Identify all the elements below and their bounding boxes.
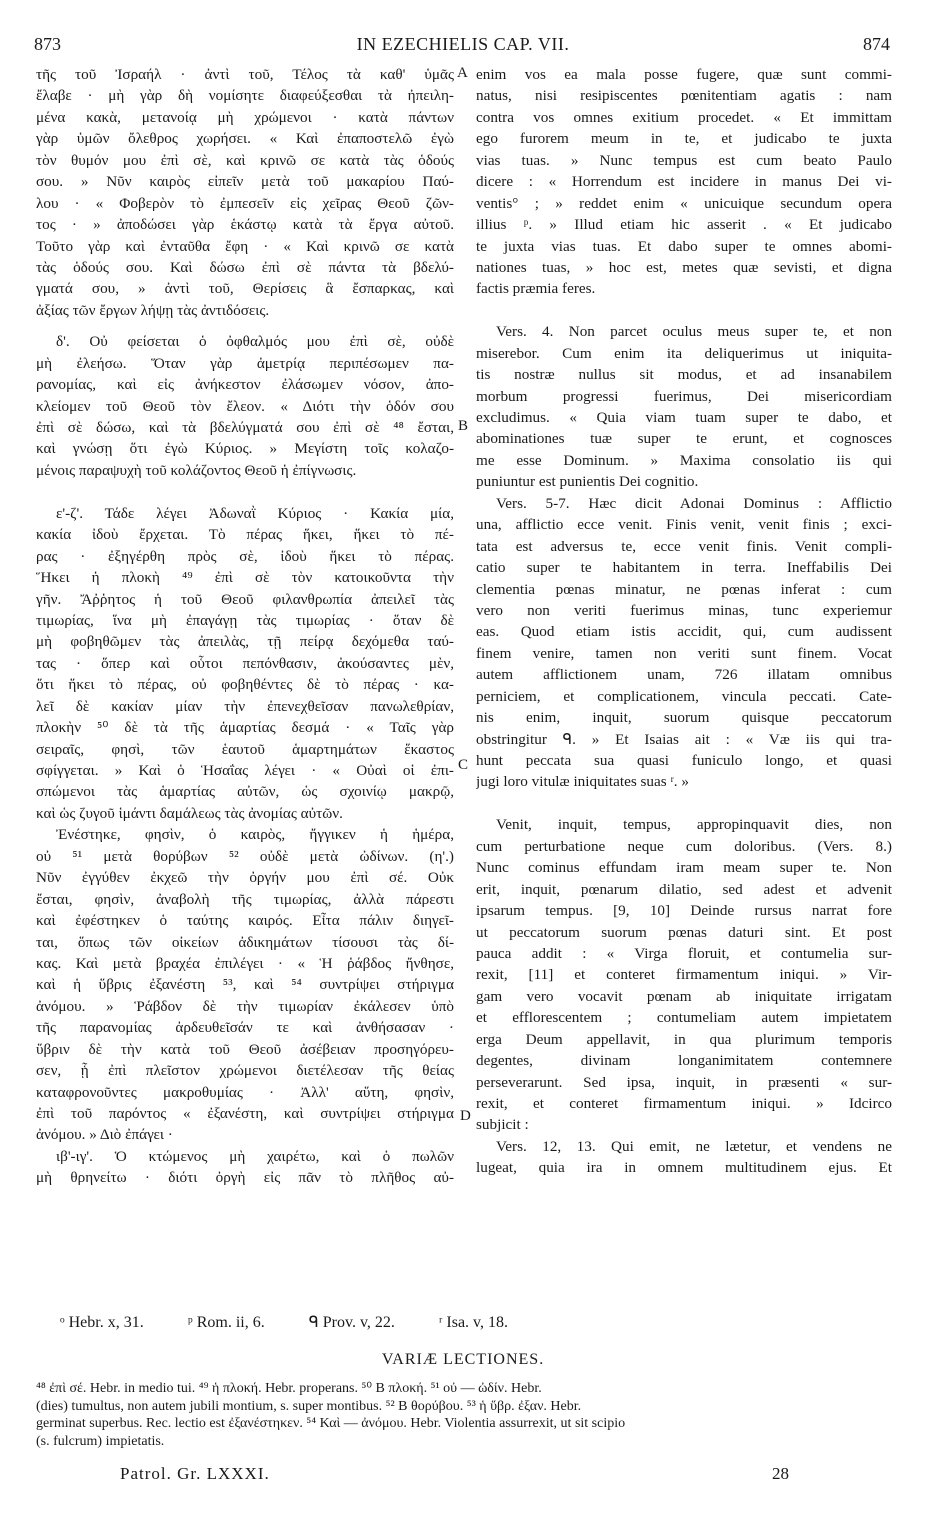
text-line: natus, nisi resipiscentes pœnitentiam agatis : nam <box>476 87 892 105</box>
text-line: τῆς τοῦ Ἰσραήλ · ἀντὶ τοῦ, Τέλος τὰ καθ' ὑμᾶς <box>36 66 454 83</box>
text-line: perniciem, et complicationem, vincula peccati. Cate- <box>476 687 892 705</box>
text-line: κακία ἰδοὺ ἔρχεται. Τὸ πέρας ἥκει, ἥκει τὸ πέ- <box>36 526 454 544</box>
page-footer <box>0 1464 926 1488</box>
footnote: ᑫ Prov. v, 22. <box>308 1314 395 1331</box>
text-line: καὶ ἡ ὕβρις ἐξανέστη ⁵³, καὶ ⁵⁴ συντρίψει στήριγμα <box>36 976 454 994</box>
text-line: ται, ὅπως τῶν οἰκείων ἀδικημάτων τίσουσι τὰς δί- <box>36 933 454 951</box>
text-line: δ'. Οὐ φείσεται ὁ ὀφθαλμός μου ἐπὶ σὲ, οὐδὲ <box>56 333 454 351</box>
text-line: τῆς παρανομίας ἀρδευθεῖσάν τε καὶ ἀνθήσασαν · <box>36 1019 454 1037</box>
text-line: ἐπὶ τοῦ παρόντος « ἐξανέστη, καὶ συντρίψει στήριγμα <box>36 1105 454 1122</box>
text-line: abominationes tuæ super te erunt, et cognosces <box>476 430 892 448</box>
text-line: πλοκὴν ⁵⁰ δὲ τὰ τῆς ἁμαρτίας δεσμά · « Ταῖς γὰρ <box>36 719 454 737</box>
text-line: illius ᵖ. » Illud etiam hic asserit . « Et judicabo <box>476 216 892 234</box>
text-line: ἔλαβε · μὴ γὰρ δὴ νομίσητε διαφεύξεσθαι τὰ ἠπειλη- <box>36 87 454 105</box>
text-line: σφίγγεται. » Καὶ ὁ Ἡσαΐας λέγει · « Οὐαὶ οἱ ἐπι- <box>36 762 454 779</box>
text-line: μένοις παραψυχὴ τοῦ κολάζοντος Θεοῦ ἡ ἐπίγνωσις. <box>36 461 357 479</box>
text-line: Νῦν ἐγγύθεν ἐκχεῶ τὴν ὀργήν μου ἐπὶ σέ. Οὐκ <box>36 869 454 887</box>
text-line: Nunc cominus effundam iram meam super te. Non <box>476 859 892 877</box>
text-line: catio super te habitantem in terra. Ineffabilis Dei <box>476 559 892 577</box>
signature-number: 28 <box>772 1464 789 1483</box>
text-line: σου. » Νῦν καιρὸς εἰπεῖν μετὰ τοῦ μακαρίου Παύ- <box>36 173 454 191</box>
text-line: μένα κακὰ, μετανοίᾳ μὴ χρώμενοι · κατὰ πάντων <box>36 108 454 126</box>
paragraph-gap <box>476 793 892 814</box>
text-line: morbum progressi fuerimus, Dei misericordiam <box>476 387 892 405</box>
text-line: γῆν. Ἄῤῥητος ἡ τοῦ Θεοῦ φιλανθρωπία ἀπειλεῖ τὰς <box>36 590 454 608</box>
text-line: puniuntur est punientis Dei cognitio. <box>476 473 699 491</box>
text-line: una, afflictio ecce venit. Finis venit, venit finis ; exci- <box>476 516 892 534</box>
series-volume: Patrol. Gr. LXXXI. <box>120 1464 270 1483</box>
text-line: dicere : « Horrendum est incidere in manus Dei vi- <box>476 173 892 191</box>
variae-line: germinat superbus. Rec. lectio est ἐξανέστηκεν. ⁵⁴ Καὶ — ἀνόμου. Hebr. Violentia assurrexit, ut sit scipio <box>36 1416 626 1431</box>
text-line: ιβ'-ιγ'. Ὁ κτώμενος μὴ χαιρέτω, καὶ ὁ πωλῶν <box>56 1147 454 1165</box>
text-line: degentes, divinam longanimitatem contemnere <box>476 1052 892 1070</box>
text-line: μὴ φοβηθῶμεν τὰς ἀπειλὰς, τῇ πείρᾳ δεχόμεθα ταύ- <box>36 633 454 651</box>
latin-column <box>476 64 892 1179</box>
text-line: τὰς ὁδούς σου. Καὶ δώσω ἐπὶ σὲ πάντα τὰ βδελύ- <box>36 258 454 276</box>
text-line: ἀνόμου. » Ῥάβδον δὲ τὴν τιμωρίαν ἐκάλεσεν ὑπὸ <box>36 997 454 1015</box>
text-line: ventis° ; » reddet enim « unicuique secundum opera <box>476 194 892 212</box>
variae-lectiones <box>36 1380 892 1450</box>
text-line: καὶ ἐφέστηκεν ὁ ταύτης καιρός. Εἶτα πάλιν διηγεῖ- <box>36 912 454 930</box>
footnote: ʳ Isa. v, 18. <box>438 1314 508 1331</box>
text-line: Ἐνέστηκε, φησὶν, ὁ καιρὸς, ἤγγικεν ἡ ἡμέρα, <box>56 826 454 844</box>
text-line: Vers. 5-7. Hæc dicit Adonai Dominus : Afflictio <box>496 494 892 512</box>
text-line: ut peccatorum suorum pœnas daturi sint. Et post <box>476 923 892 941</box>
page-header <box>0 34 926 60</box>
text-line: ἔσται, φησὶν, ἀναβολὴ τῆς τιμωρίας, ἀλλὰ πάρεστι <box>36 890 454 908</box>
text-line: et efflorescentem ; contumeliam autem impietatem <box>476 1009 892 1027</box>
text-line: ὕβριν δὲ τὴν κατὰ τοῦ Θεοῦ ἀσέβειαν προσηγόρευ- <box>36 1040 454 1058</box>
paragraph-gap <box>36 481 454 502</box>
text-line: excludimus. « Quia viam tuam super te dabo, et <box>476 409 892 426</box>
greek-column <box>36 64 454 1189</box>
text-line: pauca addit : « Virga floruit, et contumelia sur- <box>476 944 892 962</box>
text-line: vero non veriti fuerimus minas, tunc experiemur <box>476 601 892 619</box>
text-line: erga Deum appellavit, in qua plurimum temporis <box>476 1030 892 1048</box>
variae-line: (s. fulcrum) impietatis. <box>36 1433 165 1449</box>
text-line: σειραῖς, φησὶ, τῶν ἑαυτοῦ ἁμαρτημάτων ἕκαστος <box>36 740 454 758</box>
text-line: γματά σου, » ἀντὶ τοῦ, Θερίσεις ἃ ἔσπαρκας, καὶ <box>36 280 454 298</box>
text-line: eas. Quod etiam istis accidit, qui, cum audissent <box>476 623 892 641</box>
text-line: τιμωρίας, ἵνα μὴ ἐπαγάγῃ τὰς τιμωρίας · ὅταν δὲ <box>36 611 454 629</box>
variae-line: ⁴⁸ ἐπὶ σέ. Hebr. in medio tui. ⁴⁹ ἡ πλοκή. Hebr. properans. ⁵⁰ B πλοκή. ⁵¹ οὐ — ὠδίν. Hebr. <box>36 1381 542 1396</box>
paragraph-gap <box>36 321 454 331</box>
text-line: καὶ γνώσῃ ὅτι ἐγὼ Κύριος. » Μεγίστη τοῖς κολαζο- <box>36 440 454 458</box>
text-line: τας · ὅπερ καὶ οὗτοι πεπόνθασιν, ἀκούσαντες μὲν, <box>36 654 454 672</box>
text-line: obstringitur ᑫ. » Et Isaias ait : « Væ iis qui tra- <box>476 730 892 748</box>
margin-letter-c: C <box>458 757 469 773</box>
text-line: rexit, [11] et conteret firmamentum iniqui. » Vir- <box>476 966 892 984</box>
footnotes <box>60 1312 880 1332</box>
text-line: autem afflictionem unam, 726 illatam omnibus <box>476 666 892 684</box>
text-line: ἀνόμου. » Διὸ ἐπάγει · <box>36 1126 173 1144</box>
text-line: tata est adversus te, ecce venit finis. Venit compli- <box>476 537 892 555</box>
text-line: μὴ ἐλεήσω. Ὅταν γὰρ ἀμετρίᾳ περιπέσωμεν πα- <box>36 354 454 372</box>
text-line: Vers. 4. Non parcet oculus meus super te, et non <box>496 323 892 341</box>
text-line: vias tuas. » Nunc tempus est cum beato Paulo <box>476 151 892 169</box>
text-line: ὅτι ἥκει τὸ πέρας, οὐ φοβηθέντες δὲ τὸ πέρας · κα- <box>36 676 454 694</box>
text-line: μὴ θρηνείτω · διότι ὀργὴ εἰς πᾶν τὸ πλῆθος αὐ- <box>36 1169 454 1187</box>
margin-letter-d: D <box>460 1108 471 1124</box>
text-line: rexit, et conteret firmamentum iniqui. » Idcirco <box>476 1095 892 1112</box>
margin-letter-a: A <box>457 65 468 81</box>
text-line: me esse Dominum. » Maxima consolatio iis qui <box>476 451 892 469</box>
paragraph-gap <box>476 300 892 321</box>
text-line: tis nostræ nullus sit modus, et ad insanabilem <box>476 366 892 384</box>
text-line: κλείομεν τοῦ Θεοῦ τὸν ἔλεον. « Διότι τὴν ὁδόν σου <box>36 397 454 415</box>
running-title: IN EZECHIELIS CAP. VII. <box>356 34 570 54</box>
text-line: τὸν θυμόν μου ἐπὶ σὲ, καὶ κρινῶ σε κατὰ τὰς ὁδούς <box>36 151 454 169</box>
text-line: Vers. 12, 13. Qui emit, ne lætetur, et vendens ne <box>496 1137 892 1155</box>
text-line: ipsarum tempus. [9, 10] Deinde rursus narrat fore <box>476 902 892 920</box>
text-line: subjicit : <box>476 1116 529 1134</box>
text-line: cum perturbatione neque cum doloribus. (Vers. 8.) <box>476 837 892 855</box>
text-line: nis enim, inquit, suorum quisque peccatorum <box>476 709 892 727</box>
text-line: nationes tuas, » hoc est, metes quæ sevisti, et digna <box>476 258 892 276</box>
text-line: gam vero vocavit pœnam ab iniquitate irrigatam <box>476 987 892 1005</box>
text-line: te juxta vias tuas. Et dabo super te omnes abomi- <box>476 237 892 255</box>
footnote: ᵖ Rom. ii, 6. <box>187 1314 265 1331</box>
text-line: hunt peccata sua quasi funiculo longo, et quasi <box>476 752 892 769</box>
margin-letter-b: B <box>458 418 469 434</box>
text-line: καταφρονοῦντες μακροθυμίας · Ἀλλ' αὕτη, φησὶν, <box>36 1083 454 1101</box>
text-line: ἀξίας τῶν ἔργων λήψῃ τὰς ἀντιδόσεις. <box>36 301 270 319</box>
text-line: ε'-ζ'. Τάδε λέγει Ἀδωναῒ Κύριος · Κακία μία, <box>56 504 454 522</box>
text-line: contra vos omnes exitium procedet. « Et immittam <box>476 108 892 126</box>
page-number-right: 874 <box>863 34 890 54</box>
text-line: λου · « Φοβερὸν τὸ ἐμπεσεῖν εἰς χεῖρας Θεοῦ ζῶν- <box>36 194 454 212</box>
text-line: οὐ ⁵¹ μετὰ θορύβων ⁵² οὐδὲ μετὰ ὠδίνων. (η'.) <box>36 847 454 865</box>
text-line: lugeat, quia ira in omnem multitudinem ejus. Et <box>476 1159 892 1177</box>
text-line: ἐπὶ σὲ δώσω, καὶ τὰ βδελύγματά σου ἐπὶ σὲ ⁴⁸ ἔσται, <box>36 419 454 436</box>
text-line: καὶ ὡς ζυγοῦ ἱμάντι δαμάλεως τὰς ἀνομίας αὐτῶν. <box>36 804 343 822</box>
text-line: factis præmia feres. <box>476 280 596 298</box>
text-line: κας. Καὶ μετὰ βραχέα ἐπιλέγει · « Ἡ ῥάβδος ἤνθησε, <box>36 954 454 972</box>
text-line: Τοῦτο γὰρ καὶ ἐνταῦθα ἔφη · « Καὶ κρινῶ σε κατὰ <box>36 237 454 255</box>
text-line: clementia pœnas minatur, ne pœnas inferat : cum <box>476 580 892 598</box>
text-line: enim vos ea mala posse fugere, quæ sunt commi- <box>476 66 892 83</box>
text-line: finem venire, tamen non veriti sunt finem. Vocat <box>476 644 892 662</box>
text-line: ego furorem meum in te, et judicabo te juxta <box>476 130 892 148</box>
text-line: perseverarunt. Sed ipsa, inquit, in præsenti « sur- <box>476 1073 892 1091</box>
text-line: λεῖ δὲ κακίαν μίαν τὴν ἐπενεχθεῖσαν πανωλεθρίαν, <box>36 697 454 715</box>
footnote: ᵒ Hebr. x, 31. <box>60 1314 144 1331</box>
variae-lectiones-title: VARIÆ LECTIONES. <box>381 1351 545 1368</box>
text-line: Venit, inquit, tempus, appropinquavit dies, non <box>496 816 892 834</box>
text-line: τος · » ἀποδώσει γὰρ ἑκάστῳ κατὰ τὰ ἔργα αὐτοῦ. <box>36 216 454 234</box>
text-line: miserebor. Cum enim ita deliquerimus ut iniquita- <box>476 344 892 362</box>
text-line: jugi loro vitulæ iniquitates suas ʳ. » <box>476 773 689 791</box>
text-line: σπώμενοι τὰς ἁμαρτίας αὐτῶν, ὡς σχοινίῳ μακρῷ, <box>36 783 454 801</box>
text-line: ρας · ἐξηγέρθη πρὸς σὲ, ἰδοὺ ἥκει τὸ πέρας. <box>36 547 454 565</box>
page-number-left: 873 <box>34 34 61 54</box>
text-line: ρανομίας, καὶ εἰς ἀνήκεστον ἐλάσωμεν νόσον, ἀπο- <box>36 376 454 394</box>
text-line: σεν, ᾗ ἐπὶ πλεῖστον χρώμενοι διετέλεσαν τῆς θείας <box>36 1062 454 1080</box>
text-line: erit, inquit, pœnarum dilatio, sed adest et advenit <box>476 880 892 898</box>
text-line: Ἥκει ἡ πλοκὴ ⁴⁹ ἐπὶ σὲ τὸν κατοικοῦντα τὴν <box>36 569 454 587</box>
variae-line: (dies) tumultus, non autem jubili montium, s. super montibus. ⁵² B θορύβου. ⁵³ ἡ ὕβρ. ἐξαν. Hebr. <box>36 1398 582 1414</box>
text-line: γὰρ ὑμῶν ὄλεθρος χωρήσει. « Καὶ ἐπαποστελῶ ἐγὼ <box>36 130 454 148</box>
